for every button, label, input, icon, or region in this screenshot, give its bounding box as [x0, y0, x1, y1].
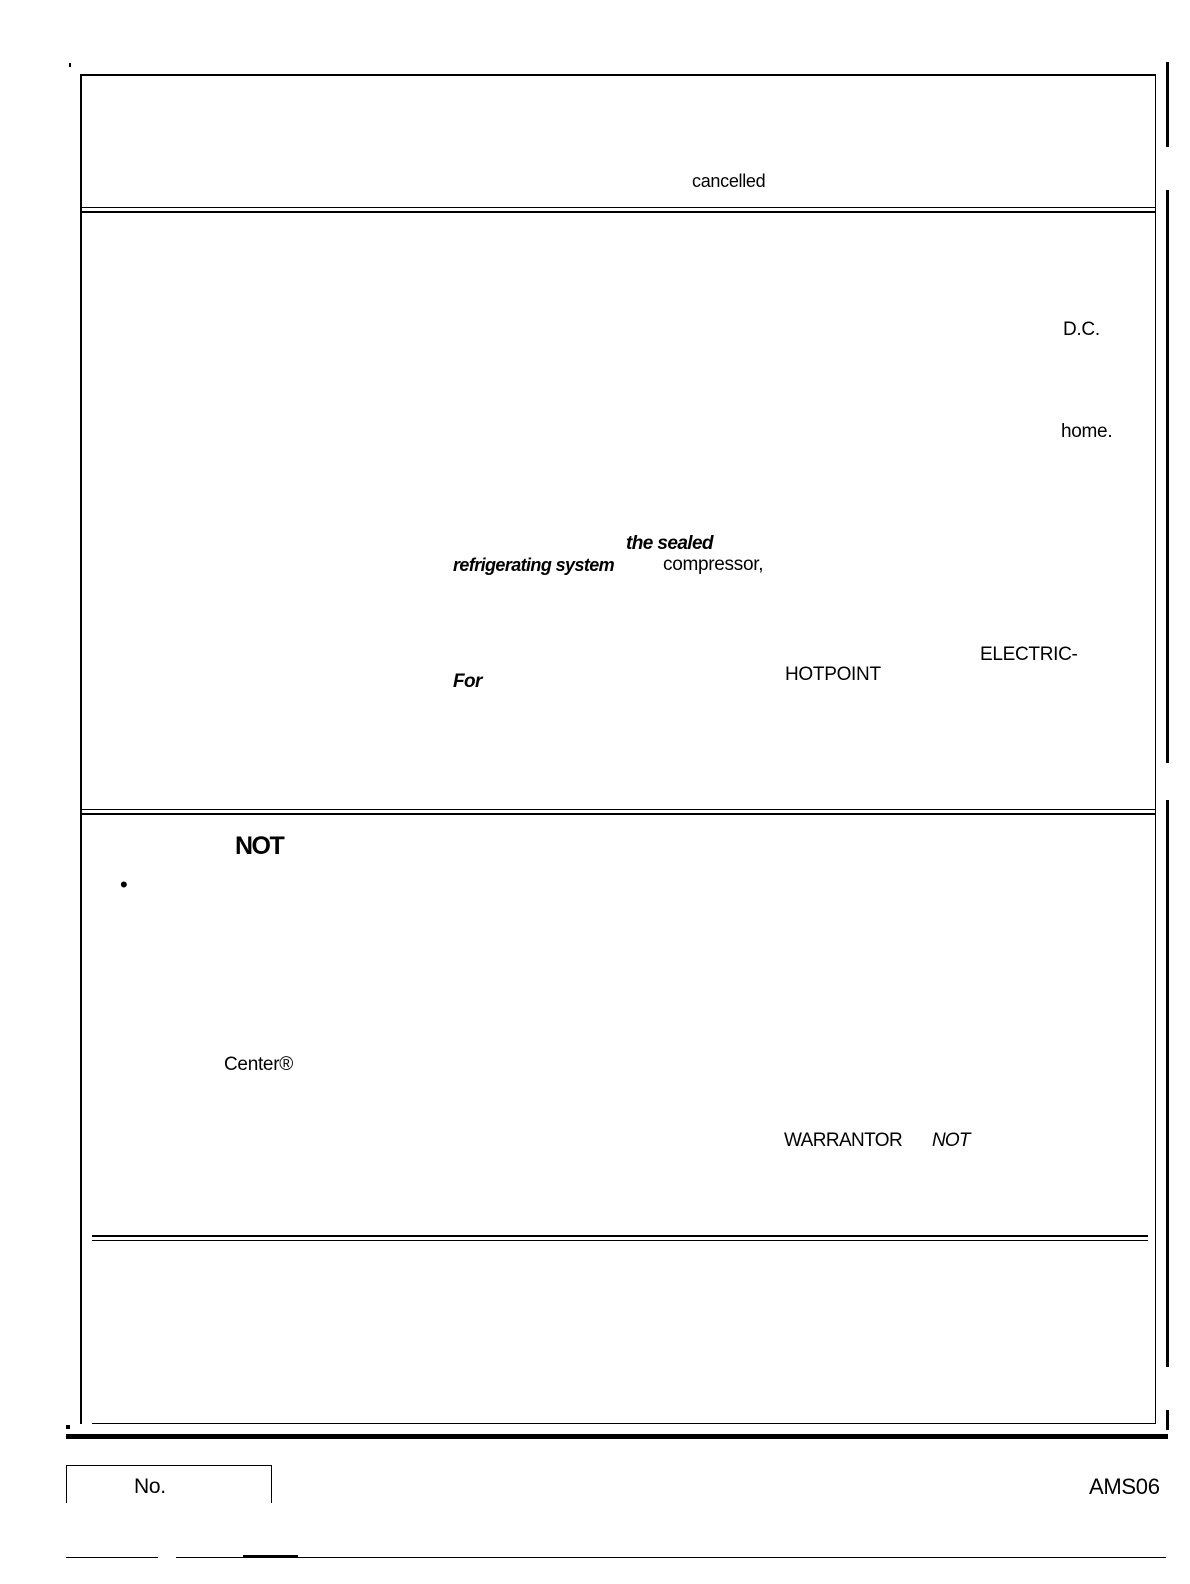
compressor-word: compressor, [663, 554, 764, 575]
section-rule-3b [92, 1240, 1148, 1241]
margin-bar-1 [1166, 62, 1169, 147]
section-rule-1b [82, 211, 1155, 213]
bottom-rule-accent [243, 1555, 298, 1557]
part-no-box-top [66, 1465, 272, 1466]
refrigerating-system-phrase: refrigerating system [453, 555, 615, 575]
home-word: home. [1061, 421, 1113, 442]
cancelled-word: cancelled [692, 171, 766, 191]
hotpoint-brand: HOTPOINT [785, 664, 881, 685]
section-rule-2b [82, 813, 1155, 815]
warrantor-word: WARRANTOR [784, 1130, 903, 1151]
for-word: For [453, 671, 482, 692]
bottom-rule-left [66, 1557, 158, 1558]
dc-abbreviation: D.C. [1063, 319, 1100, 340]
frame-right-border [1155, 74, 1156, 1424]
bottom-rule-right [176, 1557, 1166, 1558]
frame-bottom-tick-left [66, 1425, 70, 1429]
frame-top-border [80, 74, 1156, 76]
section-rule-1a [82, 207, 1155, 208]
section-rule-3a [92, 1235, 1148, 1237]
part-no-box-left [66, 1465, 67, 1503]
corner-speck [69, 63, 71, 67]
exclusions-heading: NOT [235, 832, 284, 860]
not-word: NOT [932, 1130, 970, 1151]
bullet-icon: • [120, 872, 128, 897]
frame-bottom-border [92, 1423, 1156, 1424]
sealed-system-phrase: the sealed [626, 533, 713, 554]
margin-bar-4 [1166, 1410, 1169, 1430]
part-no-label: No. [134, 1475, 166, 1498]
electric-word: ELECTRIC- [980, 644, 1078, 665]
frame-left-border [80, 74, 82, 1424]
page-bottom-rule [66, 1434, 1168, 1439]
section-rule-2a [82, 809, 1155, 810]
center-word: Center® [224, 1054, 293, 1075]
margin-bar-3 [1166, 800, 1169, 1367]
model-code: AMS06 [1089, 1474, 1160, 1499]
margin-bar-2 [1166, 190, 1169, 763]
part-no-box-right [271, 1465, 272, 1503]
